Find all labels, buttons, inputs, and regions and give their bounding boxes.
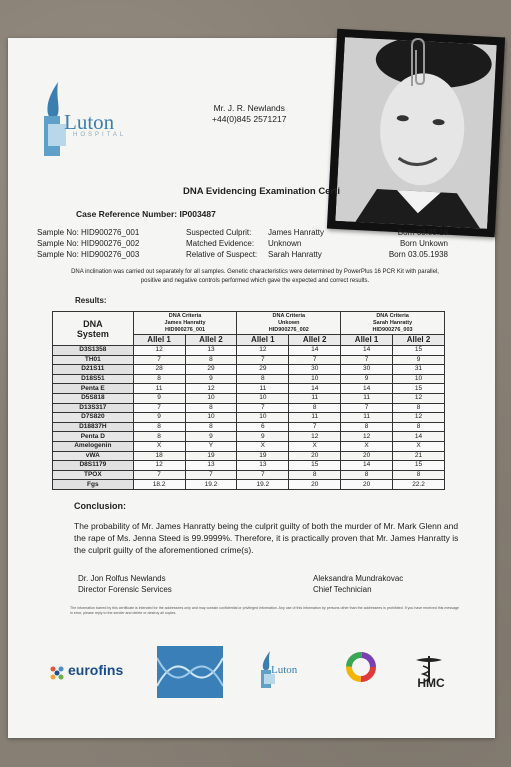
allele-cell: 22.2 (393, 480, 445, 490)
signatory-title: Director Forensic Services (78, 585, 172, 594)
allele-cell: Y (185, 441, 237, 451)
allele-cell: 7 (289, 422, 341, 432)
allele-cell: 9 (237, 432, 289, 442)
allele-cell: 15 (393, 384, 445, 394)
sample-role: Relative of Suspect: (186, 250, 258, 259)
table-row (53, 403, 445, 413)
table-row (53, 441, 445, 451)
sample-names (268, 227, 324, 260)
sample-number: Sample No: HID900276_003 (37, 250, 140, 259)
eurofins-logo-icon (48, 664, 66, 682)
allele-cell: 11 (289, 393, 341, 403)
logo-text: Luton (64, 110, 115, 134)
allele-cell: 8 (289, 403, 341, 413)
locus-cell: D8S1179 (53, 461, 134, 471)
locus-cell: D13S317 (53, 403, 134, 413)
sample-births (360, 227, 448, 260)
sample-name: Unknown (268, 239, 302, 248)
allele-cell: 14 (393, 432, 445, 442)
table-row (53, 374, 445, 384)
allele-cell: 21 (393, 451, 445, 461)
document-title: DNA Evidencing Examination Certi (183, 186, 340, 197)
sample-numbers (37, 227, 139, 260)
allele-cell: 10 (185, 393, 237, 403)
eurofins-logo-text: eurofins (68, 662, 124, 678)
allele-cell: 9 (133, 413, 185, 423)
allele-cell: 13 (237, 461, 289, 471)
allele-cell: X (289, 441, 341, 451)
allele-cell: 13 (185, 346, 237, 356)
allele-cell: 14 (289, 346, 341, 356)
allele-cell: 8 (133, 432, 185, 442)
allele-cell: X (133, 441, 185, 451)
allele-cell: 15 (393, 346, 445, 356)
allele-cell: X (237, 441, 289, 451)
allele-cell: 31 (393, 365, 445, 375)
allele-cell: 7 (341, 403, 393, 413)
allele-cell: 12 (133, 461, 185, 471)
sample-birth: Born 03.05.19 (397, 228, 448, 237)
allele-cell: 8 (341, 470, 393, 480)
allele-cell: 15 (289, 461, 341, 471)
allele-cell: 12 (393, 413, 445, 423)
allele-cell: 8 (185, 355, 237, 365)
locus-cell: Penta E (53, 384, 134, 394)
locus-cell: D21S11 (53, 365, 134, 375)
allele-cell: 14 (341, 384, 393, 394)
allele-header: Allel 2 (393, 335, 445, 346)
allele-cell: 9 (341, 374, 393, 384)
allele-cell: 20 (289, 451, 341, 461)
sample-roles (186, 227, 257, 260)
method-note: DNA inclination was carried out separately for all samples. Genetic characteristics were determined by PowerPlus 16 PCR Kit with parallel, positive and negative controls performed which gave the expected and correct results. (71, 269, 439, 284)
rainbow-ring-logo-icon (345, 651, 377, 683)
allele-cell: 8 (133, 374, 185, 384)
allele-cell: 10 (237, 393, 289, 403)
allele-cell: 20 (341, 451, 393, 461)
allele-cell: 7 (133, 355, 185, 365)
allele-cell: 14 (289, 384, 341, 394)
allele-cell: 30 (289, 365, 341, 375)
allele-cell: 10 (185, 413, 237, 423)
table-row (53, 451, 445, 461)
allele-cell: 12 (185, 384, 237, 394)
system-header: DNA System (53, 312, 134, 346)
confidentiality-note: The information barred by this certificate is intended for the addressees only and may contain confidential or privileged information. Any use of this information by persons other than the addressees is prohibited. If you have received this message in error, please reply to the sender and delete or destroy all copies. (70, 606, 459, 615)
contact-phone: +44(0)845 2571217 (212, 114, 287, 124)
table-row (53, 470, 445, 480)
allele-cell: 7 (133, 470, 185, 480)
table-row (53, 480, 445, 490)
allele-cell: 8 (289, 470, 341, 480)
allele-cell: 7 (237, 470, 289, 480)
allele-cell: 19.2 (237, 480, 289, 490)
locus-cell: D5S818 (53, 393, 134, 403)
contact-name: Mr. J. R. Newlands (213, 103, 285, 113)
locus-cell: Amelogenin (53, 441, 134, 451)
allele-cell: 14 (341, 346, 393, 356)
allele-cell: 8 (393, 403, 445, 413)
case-reference: Case Reference Number: IP003487 (76, 209, 216, 219)
allele-cell: 9 (185, 374, 237, 384)
sample-name: James Hanratty (268, 228, 325, 237)
allele-cell: 7 (237, 403, 289, 413)
group-header: DNA Criteria Sarah Hanratty HID900276_003 (341, 312, 445, 335)
table-row (53, 422, 445, 432)
sample-name: Sarah Hanratty (268, 250, 322, 259)
sample-role: Matched Evidence: (186, 239, 255, 248)
sample-birth: Born Unkown (399, 239, 448, 248)
allele-cell: 11 (341, 413, 393, 423)
allele-cell: 12 (237, 346, 289, 356)
table-row (53, 384, 445, 394)
sample-number: Sample No: HID900276_001 (37, 228, 140, 237)
allele-cell: 14 (341, 461, 393, 471)
allele-cell: 8 (393, 422, 445, 432)
allele-cell: 8 (237, 374, 289, 384)
allele-header: Allel 1 (133, 335, 185, 346)
table-row (53, 355, 445, 365)
locus-cell: TPOX (53, 470, 134, 480)
locus-cell: D7S820 (53, 413, 134, 423)
allele-cell: 8 (393, 470, 445, 480)
allele-header: Allel 1 (237, 335, 289, 346)
allele-cell: 9 (185, 432, 237, 442)
allele-cell: 10 (393, 374, 445, 384)
allele-cell: 29 (185, 365, 237, 375)
contact-block (212, 103, 286, 125)
table-row (53, 393, 445, 403)
sample-role: Suspected Culprit: (186, 228, 252, 237)
group-header: DNA Criteria James Hanratty HID900276_001 (133, 312, 237, 335)
allele-cell: 15 (393, 461, 445, 471)
allele-cell: 29 (237, 365, 289, 375)
locus-cell: D18837H (53, 422, 134, 432)
signatory-name: Dr. Jon Rolfus Newlands (78, 574, 166, 583)
allele-cell: 20 (341, 480, 393, 490)
allele-cell: 10 (237, 413, 289, 423)
table-row (53, 432, 445, 442)
allele-cell: 11 (133, 384, 185, 394)
allele-cell: 8 (185, 403, 237, 413)
allele-cell: 9 (393, 355, 445, 365)
locus-cell: TH01 (53, 355, 134, 365)
results-heading: Results: (75, 296, 107, 305)
signatory-name: Aleksandra Mundrakovac (313, 574, 404, 583)
dna-results-table (52, 311, 445, 490)
allele-cell: 18.2 (133, 480, 185, 490)
table-row (53, 346, 445, 356)
table-row (53, 365, 445, 375)
allele-cell: 7 (341, 355, 393, 365)
allele-cell: 7 (185, 470, 237, 480)
allele-cell: 12 (341, 432, 393, 442)
allele-cell: 13 (185, 461, 237, 471)
signatory-title: Chief Technician (313, 585, 372, 594)
allele-cell: 18 (133, 451, 185, 461)
sample-birth: Born 03.05.1938 (388, 250, 448, 259)
dna-table-body (53, 346, 445, 490)
allele-cell: 12 (289, 432, 341, 442)
allele-cell: 9 (133, 393, 185, 403)
allele-cell: 10 (289, 374, 341, 384)
allele-cell: 6 (237, 422, 289, 432)
locus-cell: D18S51 (53, 374, 134, 384)
allele-cell: X (341, 441, 393, 451)
allele-cell: 7 (133, 403, 185, 413)
luton-footer-logo-text: Luton (271, 664, 298, 676)
allele-cell: 20 (289, 480, 341, 490)
allele-cell: 28 (133, 365, 185, 375)
locus-cell: Penta D (53, 432, 134, 442)
allele-cell: 7 (237, 355, 289, 365)
locus-cell: vWA (53, 451, 134, 461)
conclusion-heading: Conclusion: (74, 501, 126, 511)
dna-helix-image (157, 646, 223, 698)
allele-header: Allel 2 (185, 335, 237, 346)
allele-cell: 11 (289, 413, 341, 423)
allele-header: Allel 2 (289, 335, 341, 346)
group-header: DNA Criteria Unkown HID900276_002 (237, 312, 341, 335)
allele-cell: 8 (133, 422, 185, 432)
table-row (53, 413, 445, 423)
allele-cell: 8 (185, 422, 237, 432)
conclusion-text: The probability of Mr. James Hanratty being the culprit guilty of both the murder of Mr. Mark Glenn and the rape of Ms. Jenna Steed is 99.9999%. Therefore, it is practically proven that Mr. James Hanratty is the culprit guilty of the aforementioned crime(s). (74, 521, 459, 555)
logo-subtext: HOSPITAL (73, 132, 127, 138)
allele-cell: 7 (289, 355, 341, 365)
allele-cell: 12 (393, 393, 445, 403)
sample-number: Sample No: HID900276_002 (37, 239, 140, 248)
hmc-logo-text: HMC (417, 676, 445, 690)
locus-cell: D3S1358 (53, 346, 134, 356)
allele-cell: 11 (237, 384, 289, 394)
allele-cell: 12 (133, 346, 185, 356)
locus-cell: Fgs (53, 480, 134, 490)
paperclip-icon (404, 36, 432, 92)
signature-left (78, 573, 172, 595)
allele-cell: 19.2 (185, 480, 237, 490)
table-row (53, 461, 445, 471)
allele-cell: 30 (341, 365, 393, 375)
allele-cell: X (393, 441, 445, 451)
allele-header: Allel 1 (341, 335, 393, 346)
allele-cell: 8 (341, 422, 393, 432)
signature-right (313, 573, 403, 595)
allele-cell: 19 (237, 451, 289, 461)
allele-cell: 11 (341, 393, 393, 403)
allele-cell: 19 (185, 451, 237, 461)
